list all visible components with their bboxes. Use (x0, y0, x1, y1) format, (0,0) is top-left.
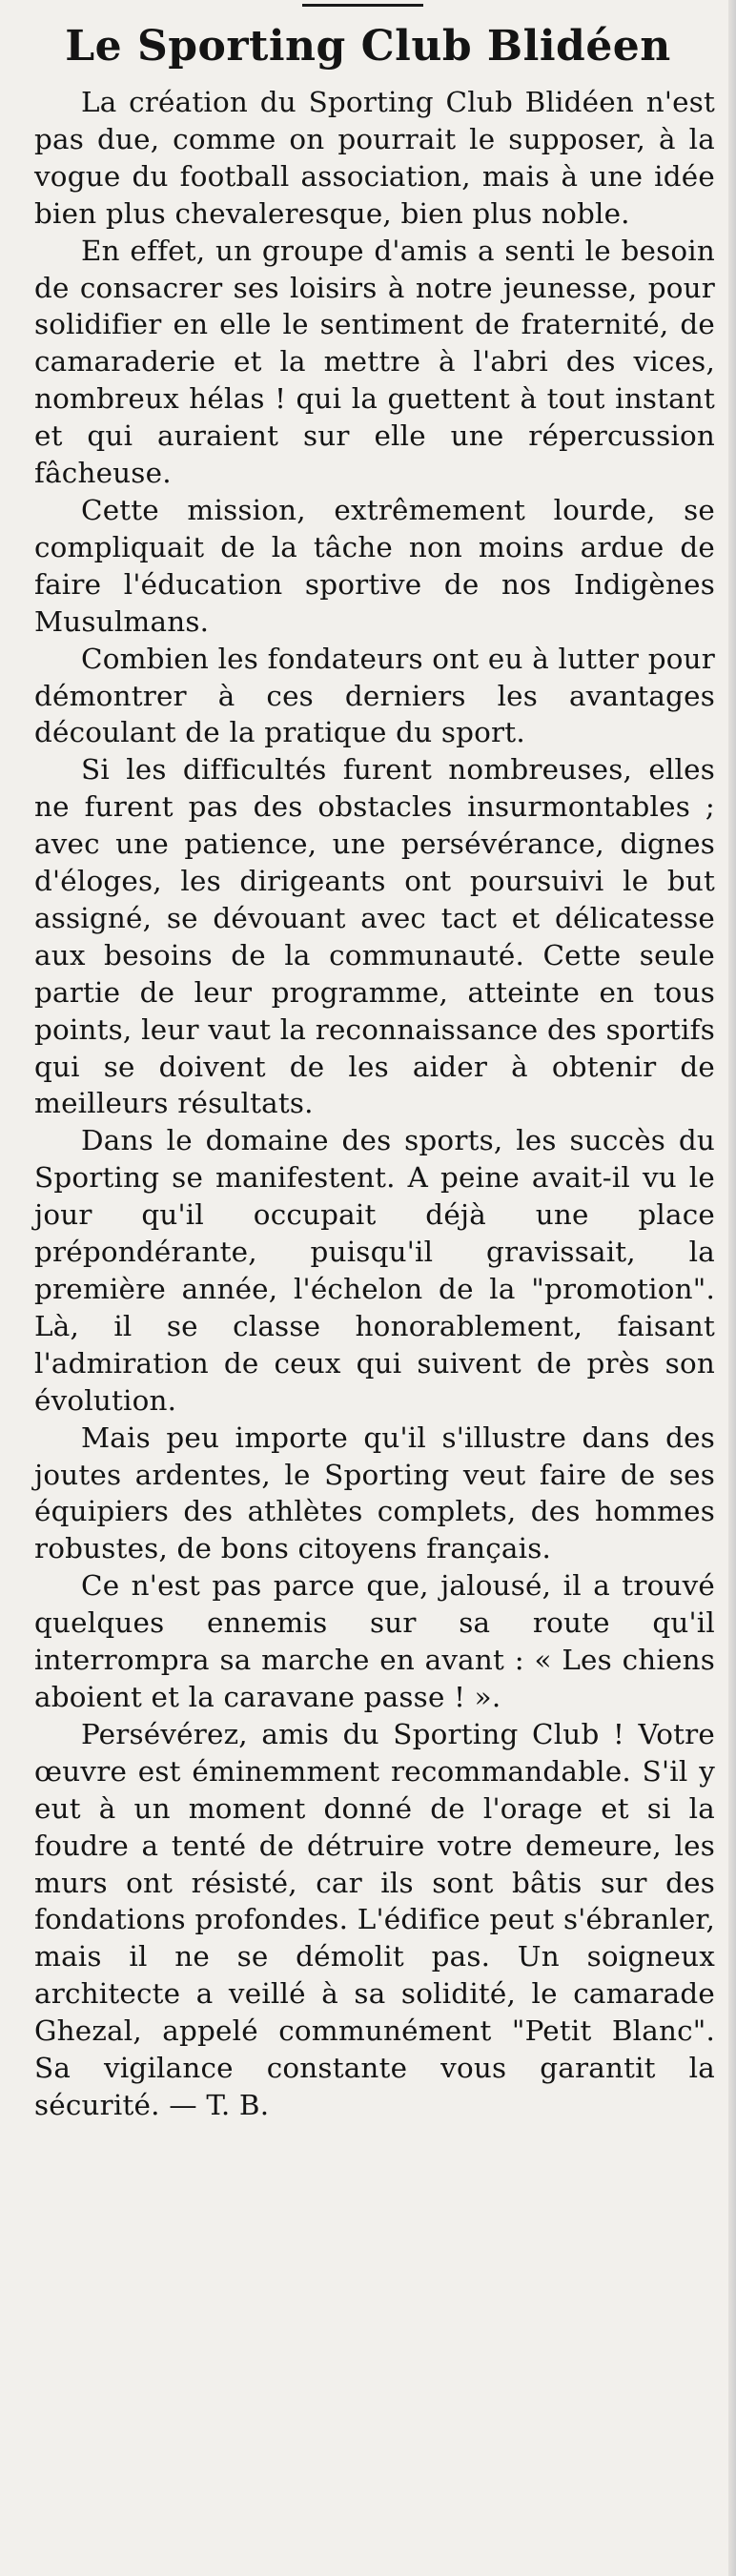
top-rule (302, 4, 423, 7)
paragraph-5: Si les difficultés furent nombreuses, elles ne furent pas des obstacles insurmontables ; avec une patience, une persévérance, dignes d'éloges, les dirigeants ont poursuivi le but assigné, se dévouant avec tact et délicatesse aux besoins de la communauté. Cette seule partie de leur programme, atteinte en tous points, leur vaut la reconnaissance des sportifs qui se doivent de les aider à obtenir de meilleurs résultats. (34, 753, 715, 1120)
article-body (34, 84, 715, 2124)
paragraph-1: La création du Sporting Club Blidéen n'est pas due, comme on pourrait le supposer, à la vogue du football association, mais à une idée bien plus chevaleresque, bien plus noble. (34, 86, 715, 230)
paragraph-9: Persévérez, amis du Sporting Club ! Votre œuvre est éminemment recommandable. S'il y eut à un moment donné de l'orage et si la foudre a tenté de détruire votre demeure, les murs ont résisté, car ils sont bâtis sur des fondations profondes. L'édifice peut s'ébranler, mais il ne se démolit pas. Un soigneux architecte a veillé à sa solidité, le camarade Ghezal, appelé communément "Petit Blanc". Sa vigilance constante vous garantit la sécurité. — T. B. (34, 1717, 715, 2121)
paragraph-4: Combien les fondateurs ont eu à lutter pour démontrer à ces derniers les avantages découlant de la pratique du sport. (34, 642, 715, 749)
article-headline: Le Sporting Club Blidéen (65, 22, 671, 71)
paragraph-3: Cette mission, extrêmement lourde, se compliquait de la tâche non moins ardue de faire l'éducation sportive de nos Indigènes Musulmans. (34, 493, 715, 638)
page-edge-shadow (728, 0, 736, 2576)
paragraph-6: Dans le domaine des sports, les succès du Sporting se manifestent. A peine avait-il vu le jour qu'il occupait déjà une place prépondérante, puisqu'il gravissait, la première année, l'échelon de la "promotion". Là, il se classe honorablement, faisant l'admiration de ceux qui suivent de près son évolution. (34, 1124, 715, 1417)
paragraph-8: Ce n'est pas parce que, jalousé, il a trouvé quelques ennemis sur sa route qu'il interrompra sa marche en avant : « Les chiens aboient et la caravane passe ! ». (34, 1569, 715, 1713)
paragraph-7: Mais peu importe qu'il s'illustre dans des joutes ardentes, le Sporting veut faire de ses équipiers des athlètes complets, des hommes robustes, de bons citoyens français. (34, 1421, 715, 1565)
paragraph-2: En effet, un groupe d'amis a senti le besoin de consacrer ses loisirs à notre jeunesse, pour solidifier en elle le sentiment de fraternité, de camaraderie et la mettre à l'abri des vices, nombreux hélas ! qui la guettent à tout instant et qui auraient sur elle une répercussion fâcheuse. (34, 234, 715, 490)
